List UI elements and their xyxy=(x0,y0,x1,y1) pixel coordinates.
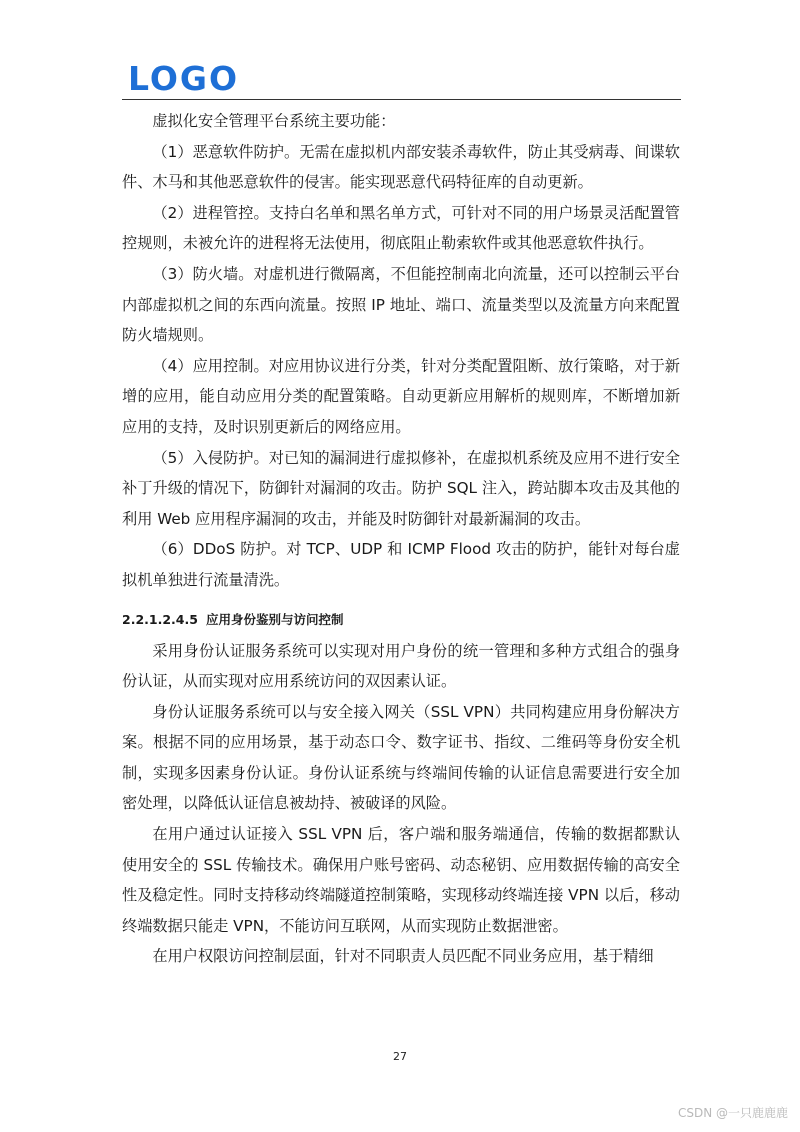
paragraph: 采用身份认证服务系统可以实现对用户身份的统一管理和多种方式组合的强身份认证，从而实现对应用系统访问的双因素认证。 xyxy=(122,641,680,691)
paragraph: 在用户权限访问控制层面，针对不同职责人员匹配不同业务应用，基于精细 xyxy=(152,947,654,966)
page-number: 27 xyxy=(393,1050,407,1063)
section-number: 2.2.1.2.4.5 xyxy=(122,611,198,627)
watermark: CSDN @一只鹿鹿鹿 xyxy=(677,1106,788,1120)
paragraph: 身份认证服务系统可以与安全接入网关（SSL VPN）共同构建应用身份解决方案。根据不同的应用场景，基于动态口令、数字证书、指纹、二维码等身份安全机制，实现多因素身份认证。身份认证系统与终端间传输的认证信息需要进行安全加密处理，以降低认证信息被劫持、被破译的风险。 xyxy=(122,702,680,813)
header-divider xyxy=(122,99,681,100)
paragraph: （2）进程管控。支持白名单和黑名单方式，可针对不同的用户场景灵活配置管控规则，未被允许的进程将无法使用，彻底阻止勒索软件或其他恶意软件执行。 xyxy=(122,203,680,253)
paragraph: 在用户通过认证接入 SSL VPN 后，客户端和服务端通信，传输的数据都默认使用安全的 SSL 传输技术。确保用户账号密码、动态秘钥、应用数据传输的高安全性及稳定性。同时支持移动终端隧道控制策略，实现移动终端连接 VPN 以后，移动终端数据只能走 VPN，不能访问互联网，从而实现防止数据泄密。 xyxy=(122,825,680,935)
paragraph: （5）入侵防护。对已知的漏洞进行虚拟修补，在虚拟机系统及应用不进行安全补丁升级的情况下，防御针对漏洞的攻击。防护 SQL 注入，跨站脚本攻击及其他的利用 Web 应用程序漏洞的攻击，并能及时防御针对最新漏洞的攻击。 xyxy=(122,448,680,528)
logo: LOGO xyxy=(128,59,240,98)
section-heading xyxy=(122,608,680,632)
paragraph: （3）防火墙。对虚机进行微隔离，不但能控制南北向流量，还可以控制云平台内部虚拟机之间的东西向流量。按照 IP 地址、端口、流量类型以及流量方向来配置防火墙规则。 xyxy=(122,264,680,345)
paragraph: （6）DDoS 防护。对 TCP、UDP 和 ICMP Flood 攻击的防护，能针对每台虚拟机单独进行流量清洗。 xyxy=(122,540,680,589)
paragraph: 虚拟化安全管理平台系统主要功能： xyxy=(152,112,396,130)
paragraph: （4）应用控制。对应用协议进行分类，针对分类配置阻断、放行策略，对于新增的应用，能自动应用分类的配置策略。自动更新应用解析的规则库，不断增加新应用的支持，及时识别更新后的网络应用。 xyxy=(122,356,680,436)
section-title: 应用身份鉴别与访问控制 xyxy=(206,611,344,627)
document-body xyxy=(122,106,680,972)
paragraph: （1）恶意软件防护。无需在虚拟机内部安装杀毒软件，防止其受病毒、间谍软件、木马和其他恶意软件的侵害。能实现恶意代码特征库的自动更新。 xyxy=(122,142,680,192)
